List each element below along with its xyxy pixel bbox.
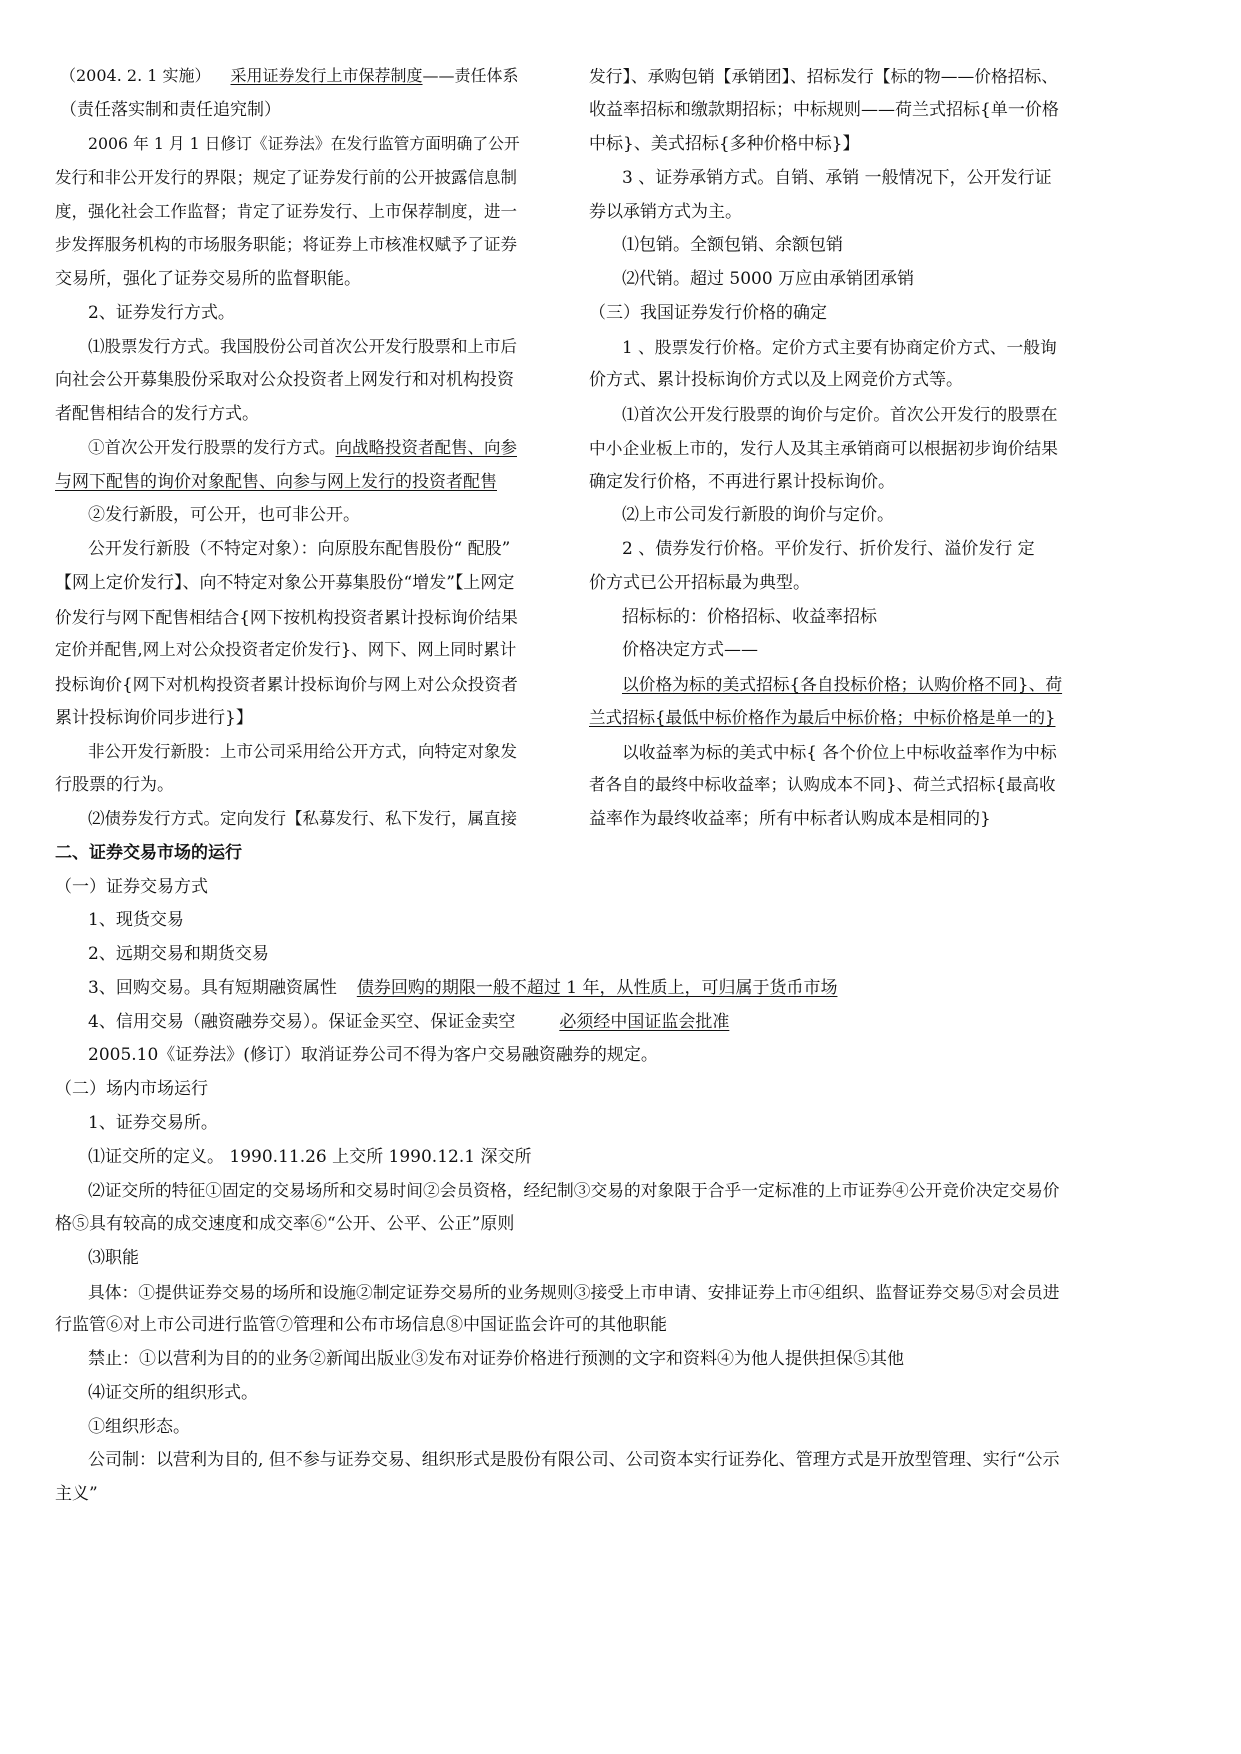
text-line: 2005.10《证券法》(修订）取消证券公司不得为客户交易融资融券的规定。: [88, 1045, 658, 1065]
underlined-text: 采用证券发行上市保荐制度: [230, 66, 423, 85]
subsection-heading: （一）证券交易方式: [55, 877, 208, 897]
text-line: 公开发行新股（不特定对象）：向原股东配售股份“ 配股”: [88, 539, 511, 559]
text-line: 价发行与网下配售相结合{网下按机构投资者累计投标询价结果: [55, 607, 518, 627]
underlined-text: 以价格为标的美式招标{各自投标价格；认购价格不同}、荷: [622, 674, 1063, 694]
text-line: ①组织形态。: [88, 1417, 190, 1437]
text-line: 1 、股票发行价格。定价方式主要有协商定价方式、一般询: [622, 337, 1057, 357]
text-line: ②发行新股，可公开，也可非公开。: [88, 505, 360, 525]
text-line: ⑴股票发行方式。我国股份公司首次公开发行股票和上市后: [88, 337, 517, 356]
text-line: ⑴证交所的定义。 1990.11.26 上交所 1990.12.1 深交所: [88, 1147, 532, 1167]
text-fragment: 3、回购交易。具有短期融资属性: [88, 978, 337, 998]
text-line: [88, 1011, 729, 1033]
text-fragment: ——责任体系: [422, 66, 519, 85]
text-line: 者配售相结合的发行方式。: [55, 404, 259, 424]
text-line: 价格决定方式——: [622, 640, 758, 660]
text-line: 投标询价{网下对机构投资者累计投标询价与网上对公众投资者: [55, 674, 518, 694]
text-line: 价方式已公开招标最为典型。: [589, 573, 810, 593]
underlined-text: 必须经中国证监会批准: [559, 1012, 730, 1032]
text-line: 度，强化社会工作监督；肯定了证券发行、上市保荐制度，进一: [55, 202, 517, 221]
text-line: 向社会公开募集股份采取对公众投资者上网发行和对机构投资: [55, 370, 514, 390]
text-line: 格⑤具有较高的成交速度和成交率⑥“公开、公平、公正”原则: [55, 1214, 515, 1234]
text-line: ⑶职能: [88, 1248, 139, 1268]
text-line: 3 、证券承销方式。自销、承销 一般情况下，公开发行证: [622, 168, 1052, 188]
underlined-text: 向战略投资者配售、向参: [335, 438, 517, 457]
text-line: 非公开发行新股：上市公司采用给公开方式，向特定对象发: [88, 742, 517, 761]
text-line: 【网上定价发行】、向不特定对象公开募集股份“增发”【上网定: [55, 573, 515, 593]
text-line: 定价并配售,网上对公众投资者定价发行}、网下、网上同时累计: [55, 640, 517, 659]
text-line: 中标}、美式招标{多种价格中标}】: [589, 134, 860, 154]
section-heading: 二、证券交易市场的运行: [55, 843, 242, 863]
text-line: ⑴首次公开发行股票的询价与定价。首次公开发行的股票在: [622, 404, 1058, 424]
text-line: （责任落实制和责任追究制）: [60, 100, 281, 120]
text-line: 2、远期交易和期货交易: [88, 944, 269, 964]
text-fragment: ①首次公开发行股票的发行方式。: [88, 438, 336, 457]
text-line: 确定发行价格，不再进行累计投标询价。: [589, 472, 895, 492]
text-line: ⑵证交所的特征①固定的交易场所和交易时间②会员资格，经纪制③交易的对象限于合乎一定标准的上市证券④公开竞价决定交易价: [88, 1180, 1060, 1200]
subsection-heading: （二）场内市场运行: [55, 1079, 208, 1099]
text-line: 招标标的：价格招标、收益率招标: [622, 607, 877, 627]
text-line: 发行】、承购包销【承销团】、招标发行【标的物——价格招标、: [589, 66, 1059, 86]
text-line: ⑵代销。超过 5000 万应由承销团承销: [622, 269, 915, 289]
text-line: ⑵上市公司发行新股的询价与定价。: [622, 505, 894, 525]
underlined-text: 兰式招标{最低中标价格作为最后中标价格；中标价格是单一的}: [589, 708, 1056, 727]
text-line: 2、证券发行方式。: [88, 303, 235, 323]
text-line: 1、证券交易所。: [88, 1113, 218, 1133]
text-line: ⑵债券发行方式。定向发行【私募发行、私下发行，属直接: [88, 809, 517, 828]
text-line: [60, 65, 519, 87]
text-line: 公司制：以营利为目的, 但不参与证券交易、组织形式是股份有限公司、公司资本实行证券化、管理方式是开放型管理、实行“公示: [88, 1450, 1060, 1470]
text-line: 交易所，强化了证券交易所的监督职能。: [55, 269, 361, 289]
text-line: 者各自的最终中标收益率；认购成本不同}、荷兰式招标{最高收: [589, 775, 1056, 794]
text-line: [88, 437, 517, 459]
text-line: ⑴包销。全额包销、余额包销: [622, 235, 843, 255]
text-line: 收益率招标和缴款期招标；中标规则——荷兰式招标{单一价格: [589, 100, 1059, 120]
text-line: 禁止：①以营利为目的的业务②新闻出版业③发布对证券价格进行预测的文字和资料④为他人提供担保⑤其他: [88, 1349, 904, 1369]
text-line: 价方式、累计投标询价方式以及上网竞价方式等。: [589, 370, 963, 390]
text-line: 步发挥服务机构的市场服务职能；将证券上市核准权赋予了证券: [55, 235, 517, 254]
text-line: 2006 年 1 月 1 日修订《证券法》在发行监管方面明确了公开: [88, 134, 520, 153]
text-line: ⑷证交所的组织形式。: [88, 1383, 258, 1403]
subsection-heading: （三）我国证券发行价格的确定: [589, 303, 827, 323]
text-line: 券以承销方式为主。: [589, 202, 742, 222]
text-line: 益率作为最终收益率；所有中标者认购成本是相同的}: [589, 809, 991, 829]
text-line: 中小企业板上市的，发行人及其主承销商可以根据初步询价结果: [589, 438, 1059, 458]
text-line: 2 、债券发行价格。平价发行、折价发行、溢价发行 定: [622, 539, 1035, 559]
text-line: 具体：①提供证券交易的场所和设施②制定证券交易所的业务规则③接受上市申请、安排证券上市④组织、监督证券交易⑤对会员进: [88, 1282, 1060, 1302]
text-line: 发行和非公开发行的界限；规定了证券发行前的公开披露信息制: [55, 168, 517, 187]
underlined-text: 债券回购的期限一般不超过 1 年，从性质上，可归属于货币市场: [356, 978, 838, 998]
text-line: [88, 977, 837, 999]
text-line: 累计投标询价同步进行}】: [55, 708, 253, 728]
text-line: 行监管⑥对上市公司进行监管⑦管理和公布市场信息⑧中国证监会许可的其他职能: [55, 1315, 667, 1335]
text-fragment: 4、信用交易（融资融券交易）。保证金买空、保证金卖空: [88, 1012, 516, 1032]
date-note: （2004. 2. 1 实施）: [60, 66, 211, 85]
text-line: 以收益率为标的美式中标{ 各个价位上中标收益率作为中标: [622, 742, 1057, 762]
underlined-text: 与网下配售的询价对象配售、向参与网上发行的投资者配售: [55, 472, 497, 492]
text-line: 1、现货交易: [88, 910, 184, 930]
text-line: 行股票的行为。: [55, 775, 174, 795]
text-line: 主义”: [55, 1484, 98, 1504]
